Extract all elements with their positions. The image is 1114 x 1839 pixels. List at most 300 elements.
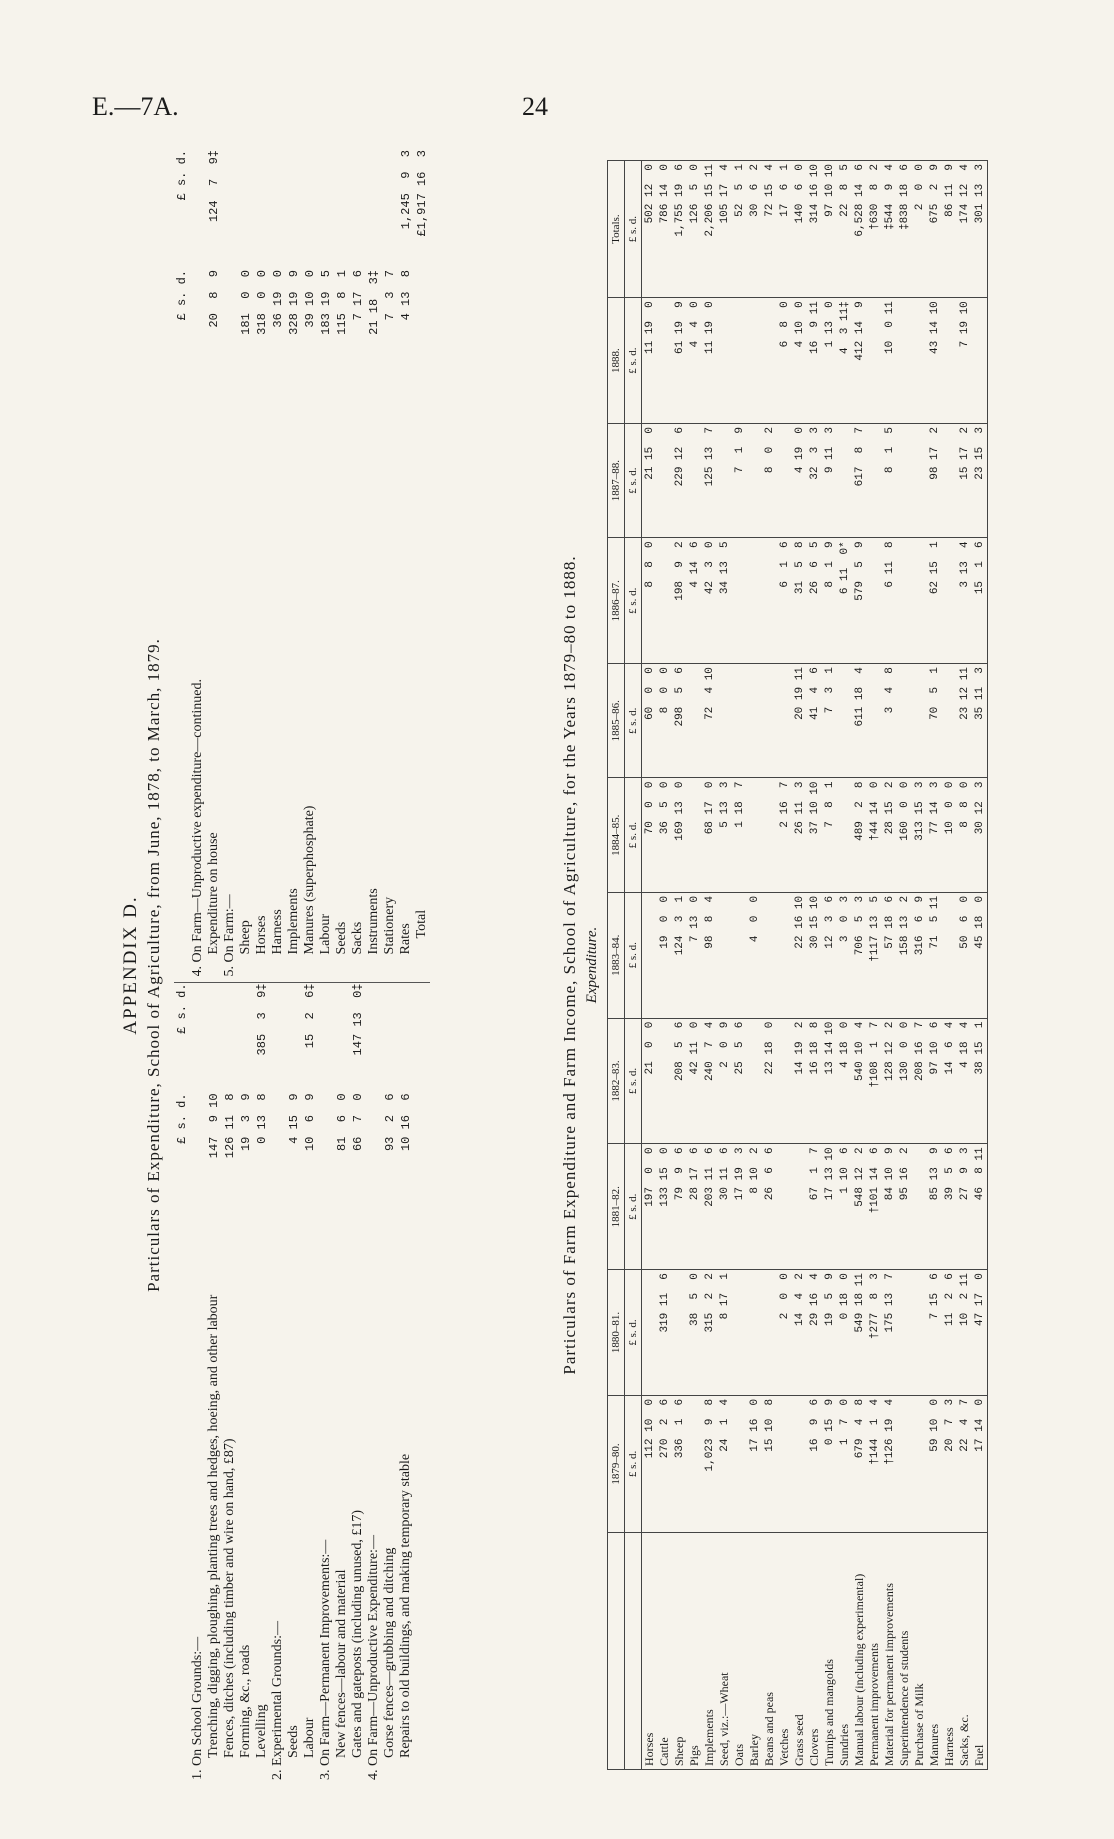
cell-value: 1 18 7: [732, 778, 747, 892]
cell-value: 240 7 4: [702, 1018, 717, 1144]
cell-value: [942, 892, 957, 1018]
cell-value: 270 2 6: [657, 1395, 672, 1532]
line-amount: 328 19 9: [287, 270, 301, 335]
line-label: Rates: [398, 923, 413, 955]
table-row: [717, 161, 732, 1770]
unit-header: £ s. d.: [625, 161, 642, 298]
section-subtitle: Expenditure.: [584, 926, 600, 1004]
line-amount: [190, 270, 206, 380]
cell-value: 22 16 10: [792, 892, 807, 1018]
expenditure-line: [254, 983, 270, 1780]
expenditure-particulars-1878: [120, 150, 550, 1780]
expenditure-line: [286, 150, 302, 976]
cell-value: 316 6 9: [912, 892, 927, 1018]
line-amount: 21 18 3‡: [367, 270, 381, 343]
cell-value: 42 3 0: [702, 538, 717, 664]
cell-value: 6 11 0*: [837, 538, 852, 664]
cell-value: 174 12 4: [957, 161, 972, 298]
cell-value: ‡544 9 4: [882, 161, 897, 298]
cell-value: 37 10 10: [807, 778, 822, 892]
expenditure-line: [366, 150, 382, 976]
expenditure-line: [286, 983, 302, 1780]
cell-value: 26 6 5: [807, 538, 822, 664]
cell-value: 16 18 8: [807, 1018, 822, 1144]
cell-value: 28 15 2: [882, 778, 897, 892]
cell-value: 20 7 3: [942, 1395, 957, 1532]
cell-value: [897, 664, 912, 778]
cell-value: 11 19 0: [642, 298, 658, 424]
cell-value: 112 10 0: [642, 1395, 658, 1532]
cell-value: 16 9 6: [807, 1395, 822, 1532]
expenditure-line: [190, 150, 206, 976]
line-amount: 10 6 9: [303, 1093, 317, 1159]
cell-value: 126 5 0: [687, 161, 702, 298]
line-label: Stationery: [382, 896, 397, 955]
line-amount: 81 6 0: [335, 1093, 349, 1159]
cell-value: 22 18 0: [762, 1018, 777, 1144]
row-label: Turnips and mangolds: [822, 1533, 837, 1770]
cell-value: 36 5 0: [657, 778, 672, 892]
cell-value: 7 3 1: [822, 664, 837, 778]
cell-value: [717, 892, 732, 1018]
cell-value: 31 5 8: [792, 538, 807, 664]
cell-value: 70 0 0: [642, 778, 658, 892]
cell-value: †144 1 4: [867, 1395, 882, 1532]
cell-value: 197 0 0: [642, 1144, 658, 1270]
line-amount: 318 0 0: [255, 270, 269, 335]
line-subtotal: [318, 150, 334, 270]
line-amount: 4 15 9: [287, 1093, 301, 1159]
cell-value: 2 0 0: [912, 161, 927, 298]
line-label: Sacks: [350, 921, 365, 955]
cell-value: [972, 298, 988, 424]
cell-value: [762, 538, 777, 664]
cell-value: [777, 1144, 792, 1270]
cell-value: [732, 1270, 747, 1396]
units-label: £ s. d.: [175, 1093, 189, 1144]
cell-value: 25 5 6: [732, 1018, 747, 1144]
cell-value: 0 15 9: [822, 1395, 837, 1532]
cell-value: [942, 423, 957, 537]
line-label: Levelling: [254, 1704, 269, 1758]
column-header: [608, 1533, 625, 1770]
cell-value: 59 10 0: [927, 1395, 942, 1532]
line-subtotal: [238, 983, 254, 1093]
cell-value: 12 3 6: [822, 892, 837, 1018]
line-amount: [190, 1093, 206, 1203]
cell-value: 133 15 0: [657, 1144, 672, 1270]
unit-header: £ s. d.: [625, 298, 642, 424]
cell-value: 548 12 2: [852, 1144, 867, 1270]
cell-value: 169 13 0: [672, 778, 687, 892]
expenditure-line: [382, 983, 398, 1780]
line-label: Trenching, digging, ploughing, planting trees and hedges, hoeing, and other labour: [206, 1294, 221, 1758]
line-label: Instruments: [366, 888, 381, 955]
line-label: Sheep: [238, 920, 253, 955]
cell-value: 7 15 6: [927, 1270, 942, 1396]
cell-value: 203 11 6: [702, 1144, 717, 1270]
cell-value: [762, 1270, 777, 1396]
line-label: Harness: [270, 909, 285, 955]
cell-value: 11 2 6: [942, 1270, 957, 1396]
cell-value: 72 4 10: [702, 664, 717, 778]
cell-value: 97 10 6: [927, 1018, 942, 1144]
cell-value: 32 3 3: [807, 423, 822, 537]
cell-value: 20 19 11: [792, 664, 807, 778]
cell-value: 17 14 0: [972, 1395, 988, 1532]
unit-header: £ s. d.: [625, 778, 642, 892]
cell-value: 57 18 6: [882, 892, 897, 1018]
cell-value: 15 10 8: [762, 1395, 777, 1532]
row-label: Sacks, &c.: [957, 1533, 972, 1770]
cell-value: [717, 298, 732, 424]
expenditure-line: [222, 983, 238, 1780]
line-label: Horses: [254, 915, 269, 955]
line-label: Gorse fences—grubbing and ditching: [382, 1547, 397, 1758]
cell-value: [777, 423, 792, 537]
expenditure-line: [382, 150, 398, 976]
cell-value: 6,528 14 6: [852, 161, 867, 298]
cell-value: 7 19 10: [957, 298, 972, 424]
table-row: [747, 161, 762, 1770]
cell-value: [732, 1395, 747, 1532]
cell-value: 175 13 7: [882, 1270, 897, 1396]
cell-value: 22 4 7: [957, 1395, 972, 1532]
cell-value: 50 6 0: [957, 892, 972, 1018]
cell-value: 28 17 6: [687, 1144, 702, 1270]
unit-header: £ s. d.: [625, 423, 642, 537]
column-header: 1882–83.: [608, 1018, 625, 1144]
cell-value: 10 0 0: [942, 778, 957, 892]
cell-value: †117 13 5: [867, 892, 882, 1018]
line-label: Repairs to old buildings, and making temporary stable: [398, 1453, 413, 1758]
row-label: Harness: [942, 1533, 957, 1770]
left-column: [174, 983, 430, 1780]
cell-value: [687, 1395, 702, 1532]
appendix-title: APPENDIX D.: [120, 895, 141, 1035]
line-subtotal: [270, 983, 286, 1093]
line-label: Manures (superphosphate): [302, 805, 317, 955]
cell-value: [912, 423, 927, 537]
cell-value: 77 14 3: [927, 778, 942, 892]
line-subtotal: [382, 983, 398, 1093]
table-row: [957, 161, 972, 1770]
table-row: [867, 161, 882, 1770]
cell-value: [942, 538, 957, 664]
cell-value: †108 1 7: [867, 1018, 882, 1144]
cell-value: [897, 1270, 912, 1396]
line-label: Expenditure on house: [206, 832, 221, 955]
cell-value: 86 11 9: [942, 161, 957, 298]
expenditure-line: [350, 983, 366, 1780]
cell-value: 0 18 0: [837, 1270, 852, 1396]
cell-value: [642, 1270, 658, 1396]
line-amount: 4 13 8: [399, 270, 413, 335]
table-row: [912, 161, 927, 1770]
cell-value: [687, 778, 702, 892]
cell-value: [897, 298, 912, 424]
row-label: Purchase of Milk: [912, 1533, 927, 1770]
cell-value: 611 18 4: [852, 664, 867, 778]
cell-value: 24 1 4: [717, 1395, 732, 1532]
cell-value: 128 12 2: [882, 1018, 897, 1144]
column-header: 1888.: [608, 298, 625, 424]
cell-value: 502 12 0: [642, 161, 658, 298]
row-label: Implements: [702, 1533, 717, 1770]
column-header: 1881–82.: [608, 1144, 625, 1270]
section-title-1: Particulars of Expenditure, School of Agriculture, from June, 1878, to March, 1879.: [144, 638, 163, 1292]
line-amount: 147 9 10: [207, 1093, 221, 1159]
cell-value: 160 0 0: [897, 778, 912, 892]
cell-value: 39 5 6: [942, 1144, 957, 1270]
cell-value: [867, 423, 882, 537]
cell-value: 8 0 2: [762, 423, 777, 537]
cell-value: 97 10 10: [822, 161, 837, 298]
line-subtotal: [334, 983, 350, 1093]
row-label: Sundries: [837, 1533, 852, 1770]
line-label: 5. On Farm:—: [222, 894, 237, 977]
line-subtotal: [318, 983, 334, 1093]
cell-value: 95 16 2: [897, 1144, 912, 1270]
line-amount: 93 2 6: [383, 1093, 397, 1159]
cell-value: 6 8 0: [777, 298, 792, 424]
cell-value: [747, 664, 762, 778]
cell-value: 70 5 1: [927, 664, 942, 778]
cell-value: 4 0 0: [747, 892, 762, 1018]
cell-value: [942, 664, 957, 778]
cell-value: 19 0 0: [657, 892, 672, 1018]
cell-value: 4 19 0: [792, 423, 807, 537]
cell-value: 35 11 3: [972, 664, 988, 778]
cell-value: [867, 538, 882, 664]
table-row: [657, 161, 672, 1770]
cell-value: 336 1 6: [672, 1395, 687, 1532]
table-row: [672, 161, 687, 1770]
table-row: [837, 161, 852, 1770]
line-subtotal: [286, 983, 302, 1093]
cell-value: 675 2 9: [927, 161, 942, 298]
line-subtotal: [222, 150, 238, 270]
line-label: Seeds: [334, 921, 349, 955]
cell-value: 11 19 0: [702, 298, 717, 424]
cell-value: 4 3 11‡: [837, 298, 852, 424]
cell-value: 5 13 3: [717, 778, 732, 892]
line-label: Fences, ditches (including timber and wire on hand, £87): [222, 1438, 237, 1758]
cell-value: [717, 423, 732, 537]
cell-value: 23 12 11: [957, 664, 972, 778]
cell-value: 17 19 3: [732, 1144, 747, 1270]
cell-value: †277 8 3: [867, 1270, 882, 1396]
cell-value: 9 11 3: [822, 423, 837, 537]
cell-value: 1 7 0: [837, 1395, 852, 1532]
row-label: Fuel: [972, 1533, 988, 1770]
line-label: Total: [414, 909, 429, 939]
line-amount: 181 0 0: [239, 270, 253, 335]
line-amount: 126 11 8: [223, 1093, 237, 1159]
line-label: Implements: [286, 888, 301, 955]
line-subtotal: 385 3 9‡: [255, 983, 269, 1056]
line-subtotal: 15 2 6‡: [303, 983, 317, 1056]
cell-value: 617 8 7: [852, 423, 867, 537]
cell-value: [897, 1395, 912, 1532]
row-label: Beans and peas: [762, 1533, 777, 1770]
cell-value: 208 16 7: [912, 1018, 927, 1144]
cell-value: [942, 298, 957, 424]
cell-value: 17 13 10: [822, 1144, 837, 1270]
line-amount: [318, 1093, 334, 1203]
unit-header: £ s. d.: [625, 892, 642, 1018]
cell-value: 10 0 11: [882, 298, 897, 424]
cell-value: 4 18 0: [837, 1018, 852, 1144]
cell-value: 22 8 5: [837, 161, 852, 298]
cell-value: 8 1 9: [822, 538, 837, 664]
cell-value: ‡838 18 6: [897, 161, 912, 298]
table-row: [942, 161, 957, 1770]
cell-value: 15 1 6: [972, 538, 988, 664]
cell-value: 68 17 0: [702, 778, 717, 892]
cell-value: 3 0 3: [837, 892, 852, 1018]
cell-value: 8 0 0: [657, 664, 672, 778]
cell-value: [657, 423, 672, 537]
cell-value: 10 2 11: [957, 1270, 972, 1396]
expenditure-line: [190, 983, 206, 1780]
section-title-2: Particulars of Farm Expenditure and Farm Income, School of Agriculture, for the Years 1879–80 to 1888.: [560, 555, 579, 1375]
cell-value: 26 11 3: [792, 778, 807, 892]
line-label: 4. On Farm—Unproductive Expenditure:—: [366, 1535, 381, 1780]
cell-value: 79 9 6: [672, 1144, 687, 1270]
cell-value: 679 4 8: [852, 1395, 867, 1532]
cell-value: 41 4 6: [807, 664, 822, 778]
cell-value: 140 6 0: [792, 161, 807, 298]
cell-value: 14 19 2: [792, 1018, 807, 1144]
cell-value: [747, 1270, 762, 1396]
line-amount: 10 16 6: [399, 1093, 413, 1159]
table-row: [702, 161, 717, 1770]
cell-value: 125 13 7: [702, 423, 717, 537]
cell-value: 1,755 19 6: [672, 161, 687, 298]
column-header: 1880–81.: [608, 1270, 625, 1396]
cell-value: [747, 538, 762, 664]
line-label: 2. Experimental Grounds:—: [270, 1620, 285, 1780]
column-header: 1886–87.: [608, 538, 625, 664]
cell-value: [687, 664, 702, 778]
cell-value: 158 13 2: [897, 892, 912, 1018]
expenditure-line: [270, 983, 286, 1780]
line-amount: 39 10 0: [303, 270, 317, 335]
cell-value: [747, 298, 762, 424]
cell-value: 1 10 6: [837, 1144, 852, 1270]
row-label: Manual labour (including experimental): [852, 1533, 867, 1770]
cell-value: 313 15 3: [912, 778, 927, 892]
cell-value: [732, 538, 747, 664]
cell-value: 60 0 0: [642, 664, 658, 778]
units-label: £ s. d.: [175, 150, 189, 201]
cell-value: [792, 1144, 807, 1270]
cell-value: 2 0 0: [777, 1270, 792, 1396]
cell-value: 30 11 6: [717, 1144, 732, 1270]
unit-header: £ s. d.: [625, 1395, 642, 1532]
cell-value: [657, 298, 672, 424]
cell-value: 38 5 0: [687, 1270, 702, 1396]
cell-value: 27 9 3: [957, 1144, 972, 1270]
cell-value: [762, 664, 777, 778]
expenditure-line: [254, 150, 270, 976]
units-label: £ s. d.: [175, 270, 189, 321]
cell-value: [867, 298, 882, 424]
unit-header: £ s. d.: [625, 664, 642, 778]
table-row: [687, 161, 702, 1770]
row-label: Clovers: [807, 1533, 822, 1770]
cell-value: 17 16 0: [747, 1395, 762, 1532]
page-number: 24: [522, 92, 548, 121]
expenditure-line: [334, 150, 350, 976]
cell-value: 315 2 2: [702, 1270, 717, 1396]
cell-value: [717, 664, 732, 778]
cell-value: 16 9 11: [807, 298, 822, 424]
column-header: 1883–84.: [608, 892, 625, 1018]
line-label: 1. On School Grounds:—: [190, 1636, 205, 1780]
table-row: [762, 161, 777, 1770]
table-row: [852, 161, 867, 1770]
cell-value: [777, 1395, 792, 1532]
line-amount: 19 3 9: [239, 1093, 253, 1159]
table-row: [642, 161, 658, 1770]
expenditure-line: [302, 983, 318, 1780]
line-amount: [270, 1093, 286, 1203]
cell-value: [837, 423, 852, 537]
expenditure-line: [222, 150, 238, 976]
row-label: Superintendence of students: [897, 1533, 912, 1770]
cell-value: [762, 892, 777, 1018]
line-label: Forming, &c., roads: [238, 1644, 253, 1758]
cell-value: [897, 538, 912, 664]
cell-value: 62 15 1: [927, 538, 942, 664]
column-header: 1879–80.: [608, 1395, 625, 1532]
cell-value: [912, 538, 927, 664]
row-label: Horses: [642, 1533, 658, 1770]
cell-value: 85 13 9: [927, 1144, 942, 1270]
cell-value: 7 13 0: [687, 892, 702, 1018]
cell-value: 17 6 1: [777, 161, 792, 298]
cell-value: [672, 1270, 687, 1396]
rotated-page-content: [100, 140, 1100, 1790]
cell-value: 2 0 9: [717, 1018, 732, 1144]
cell-value: 98 8 4: [702, 892, 717, 1018]
line-subtotal: [254, 150, 270, 270]
table-row: [927, 161, 942, 1770]
cell-value: 229 12 6: [672, 423, 687, 537]
cell-value: [732, 892, 747, 1018]
line-subtotal: [398, 983, 414, 1093]
cell-value: 30 6 2: [747, 161, 762, 298]
cell-value: 786 14 0: [657, 161, 672, 298]
line-amount: 20 8 9: [207, 270, 221, 335]
cell-value: 319 11 6: [657, 1270, 672, 1396]
line-amount: 7 17 6: [351, 270, 365, 335]
cell-value: 43 14 10: [927, 298, 942, 424]
unit-header: [625, 1533, 642, 1770]
cell-value: 3 13 4: [957, 538, 972, 664]
cell-value: 4 4 0: [687, 298, 702, 424]
unit-header: £ s. d.: [625, 1144, 642, 1270]
cell-value: 15 17 2: [957, 423, 972, 537]
cell-value: [912, 298, 927, 424]
column-header: 1884–85.: [608, 778, 625, 892]
row-label: Oats: [732, 1533, 747, 1770]
line-subtotal: [366, 150, 382, 270]
column-header: 1887–88.: [608, 423, 625, 537]
cell-value: 67 1 7: [807, 1144, 822, 1270]
